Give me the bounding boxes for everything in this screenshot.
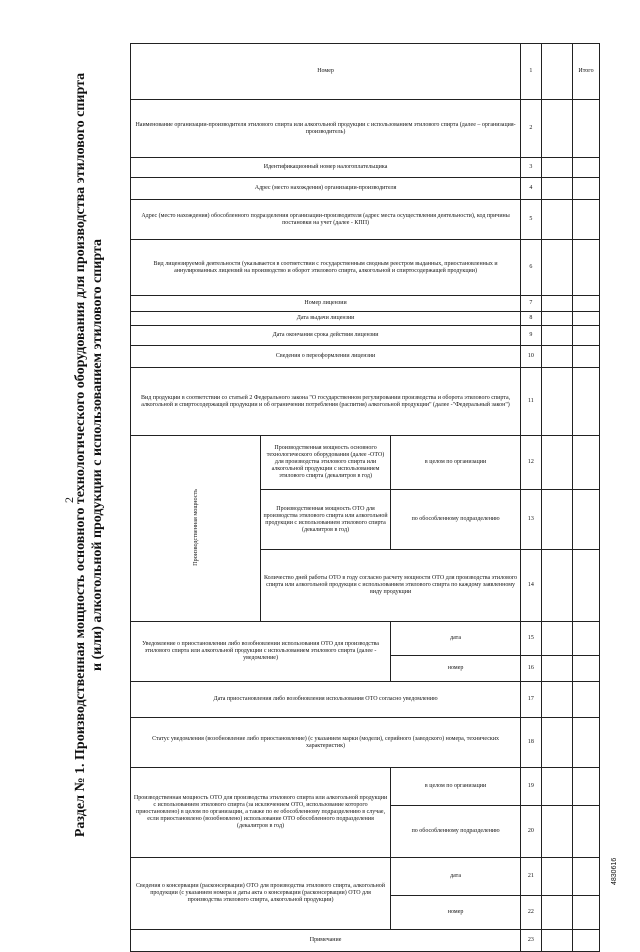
subheader-col-19: в целом по организации xyxy=(391,768,521,806)
data-cell-col-5[interactable] xyxy=(541,200,572,240)
page-number: 2 xyxy=(62,497,76,503)
header-col-2: Наименование организации-производителя этилового спирта или алкогольной продукции с использованием этилового спирта (далее – организация-производитель) xyxy=(131,100,521,158)
column-number-10: 10 xyxy=(521,346,542,368)
data-cell-col-1[interactable] xyxy=(541,44,572,100)
register-row-col-5 xyxy=(131,200,600,240)
data-cell-col-9[interactable] xyxy=(541,326,572,346)
total-cell-col-19[interactable] xyxy=(572,768,599,806)
header-col-23: Примечание xyxy=(131,930,521,952)
total-cell-col-15[interactable] xyxy=(572,622,599,656)
header-col-3: Идентификационный номер налогоплательщика xyxy=(131,158,521,178)
data-cell-col-17[interactable] xyxy=(541,682,572,718)
data-cell-col-19[interactable] xyxy=(541,768,572,806)
register-row-col-23 xyxy=(131,930,600,952)
data-cell-col-20[interactable] xyxy=(541,806,572,858)
total-cell-col-13[interactable] xyxy=(572,490,599,550)
header-col-11: Вид продукции в соответствии со статьей 2 Федерального закона "О государственном регулировании производства и оборота этилового спирта, алкогольной и спиртосодержащей продукции и об ограничении потребления (распития) алкогольной продукции" (далее -"Федеральный закон") xyxy=(131,368,521,436)
column-number-12: 12 xyxy=(521,436,542,490)
data-cell-col-22[interactable] xyxy=(541,896,572,930)
total-cell-col-9[interactable] xyxy=(572,326,599,346)
data-cell-col-21[interactable] xyxy=(541,858,572,896)
column-number-5: 5 xyxy=(521,200,542,240)
subheader-col-21: дата xyxy=(391,858,521,896)
header-col-18: Статус уведомления (возобновление либо приостановление) (с указанием марки (модели), серийного (заводского) номера, технических характеристик) xyxy=(131,718,521,768)
data-cell-col-7[interactable] xyxy=(541,296,572,312)
column-number-16: 16 xyxy=(521,656,542,682)
column-number-8: 8 xyxy=(521,312,542,326)
column-number-3: 3 xyxy=(521,158,542,178)
total-cell-col-21[interactable] xyxy=(572,858,599,896)
production-capacity-group-header xyxy=(131,436,261,622)
header-col-4: Адрес (место нахождения) организации-производителя xyxy=(131,178,521,200)
register-row-col-15 xyxy=(131,622,600,656)
data-cell-col-18[interactable] xyxy=(541,718,572,768)
column-number-15: 15 xyxy=(521,622,542,656)
column-number-20: 20 xyxy=(521,806,542,858)
data-cell-col-4[interactable] xyxy=(541,178,572,200)
data-cell-col-11[interactable] xyxy=(541,368,572,436)
column-number-17: 17 xyxy=(521,682,542,718)
total-cell-col-10[interactable] xyxy=(572,346,599,368)
data-cell-col-10[interactable] xyxy=(541,346,572,368)
column-number-11: 11 xyxy=(521,368,542,436)
total-cell-col-11[interactable] xyxy=(572,368,599,436)
header-col-15-16: Уведомление о приостановлении либо возобновлении использования ОТО для производства этилового спирта или алкогольной продукции с использованием этилового спирта (далее - уведомление) xyxy=(131,622,391,682)
register-table xyxy=(130,43,600,952)
register-table-wrap xyxy=(130,43,600,952)
total-cell-col-20[interactable] xyxy=(572,806,599,858)
subheader-col-20: по обособленному подразделению xyxy=(391,806,521,858)
total-cell-col-14[interactable] xyxy=(572,550,599,622)
header-col-13: Производственная мощность ОТО для производства этилового спирта или алкогольной продукции с использованием этилового спирта (декалитров в год) xyxy=(261,490,391,550)
header-col-19-20: Производственная мощность ОТО для производства этилового спирта или алкогольной продукции с использованием этилового спирта (за исключением ОТО, использование которого приостановлено) в целом по организации, а также по ее обособленному подразделению в случае, если приостановлено (возобновлено) использование ОТО обособленного подразделения (декалитров в год) xyxy=(131,768,391,858)
register-row-col-7 xyxy=(131,296,600,312)
column-number-4: 4 xyxy=(521,178,542,200)
column-number-18: 18 xyxy=(521,718,542,768)
total-cell-col-5[interactable] xyxy=(572,200,599,240)
data-cell-col-2[interactable] xyxy=(541,100,572,158)
total-cell-col-16[interactable] xyxy=(572,656,599,682)
data-cell-col-6[interactable] xyxy=(541,240,572,296)
subheader-col-16: номер xyxy=(391,656,521,682)
header-col-7: Номер лицензии xyxy=(131,296,521,312)
register-row-col-17 xyxy=(131,682,600,718)
total-cell-col-22[interactable] xyxy=(572,896,599,930)
data-cell-col-16[interactable] xyxy=(541,656,572,682)
column-number-2: 2 xyxy=(521,100,542,158)
register-row-col-6 xyxy=(131,240,600,296)
column-number-23: 23 xyxy=(521,930,542,952)
data-cell-col-15[interactable] xyxy=(541,622,572,656)
register-row-col-9 xyxy=(131,326,600,346)
document-code: 4830616 xyxy=(611,857,618,885)
register-row-col-12 xyxy=(131,436,600,490)
data-cell-col-23[interactable] xyxy=(541,930,572,952)
total-cell-col-23[interactable] xyxy=(572,930,599,952)
total-cell-col-17[interactable] xyxy=(572,682,599,718)
register-row-col-10 xyxy=(131,346,600,368)
header-col-17: Дата приостановления либо возобновления использования ОТО согласно уведомлению xyxy=(131,682,521,718)
production-capacity-group-label: Производственная мощность xyxy=(192,488,200,566)
total-cell-col-6[interactable] xyxy=(572,240,599,296)
data-cell-col-12[interactable] xyxy=(541,436,572,490)
total-cell-col-7[interactable] xyxy=(572,296,599,312)
header-col-12: Производственная мощность основного технологического оборудования (далее -ОТО) для производства этилового спирта или алкогольной продукции с использованием этилового спирта (декалитров в год) xyxy=(261,436,391,490)
register-row-col-4 xyxy=(131,178,600,200)
section-title-line1: Раздел № 1. Производственная мощность основного технологического оборудования для производства этилового спирта xyxy=(73,72,88,838)
register-row-col-11 xyxy=(131,368,600,436)
subheader-col-13: по обособленному подразделению xyxy=(391,490,521,550)
total-cell-col-2[interactable] xyxy=(572,100,599,158)
register-row-col-8 xyxy=(131,312,600,326)
total-cell-col-8[interactable] xyxy=(572,312,599,326)
total-cell-col-12[interactable] xyxy=(572,436,599,490)
data-cell-col-3[interactable] xyxy=(541,158,572,178)
header-col-9: Дата окончания срока действия лицензии xyxy=(131,326,521,346)
column-number-14: 14 xyxy=(521,550,542,622)
register-row-col-2 xyxy=(131,100,600,158)
header-col-10: Сведения о переоформлении лицензии xyxy=(131,346,521,368)
header-col-8: Дата выдачи лицензии xyxy=(131,312,521,326)
column-number-6: 6 xyxy=(521,240,542,296)
total-cell-col-4[interactable] xyxy=(572,178,599,200)
register-row-col-19 xyxy=(131,768,600,806)
section-title xyxy=(72,25,106,885)
column-number-1: 1 xyxy=(521,44,542,100)
column-number-9: 9 xyxy=(521,326,542,346)
register-row-col-21 xyxy=(131,858,600,896)
data-cell-col-13[interactable] xyxy=(541,490,572,550)
data-cell-col-14[interactable] xyxy=(541,550,572,622)
header-col-14: Количество дней работы ОТО в году согласно расчету мощности ОТО для производства этилового спирта или алкогольной продукции с использованием этилового спирта по каждому заявленному виду продукции xyxy=(261,550,521,622)
register-row-col-18 xyxy=(131,718,600,768)
subheader-col-15: дата xyxy=(391,622,521,656)
data-cell-col-8[interactable] xyxy=(541,312,572,326)
header-col-6: Вид лицензируемой деятельности (указывается в соответствии с государственным сводным реестром выданных, приостановленных и аннулированных лицензий на производство и оборот этилового спирта, алкогольной и спиртосодержащей продукции) xyxy=(131,240,521,296)
column-number-7: 7 xyxy=(521,296,542,312)
column-number-22: 22 xyxy=(521,896,542,930)
header-col-1: Номер xyxy=(131,44,521,100)
subheader-col-22: номер xyxy=(391,896,521,930)
header-col-5: Адрес (место нахождения) обособленного подразделения организации-производителя (адрес места осуществления деятельности), код причины постановки на учет (далее - КПП) xyxy=(131,200,521,240)
column-number-13: 13 xyxy=(521,490,542,550)
total-cell-col-18[interactable] xyxy=(572,718,599,768)
section-title-line2: и (или) алкогольной продукции с использованием этилового спирта xyxy=(90,239,105,671)
header-col-21-22: Сведения о консервации (расконсервации) ОТО для производства этилового спирта, алкогольной продукции (с указанием номера и даты акта о консервации (расконсервации) ОТО для производства этилового спирта, алкогольной продукции) xyxy=(131,858,391,930)
column-number-19: 19 xyxy=(521,768,542,806)
register-row-col-3 xyxy=(131,158,600,178)
total-cell-col-3[interactable] xyxy=(572,158,599,178)
subheader-col-12: в целом по организации xyxy=(391,436,521,490)
column-number-21: 21 xyxy=(521,858,542,896)
register-row-col-1 xyxy=(131,44,600,100)
total-label: Итого xyxy=(572,44,599,100)
